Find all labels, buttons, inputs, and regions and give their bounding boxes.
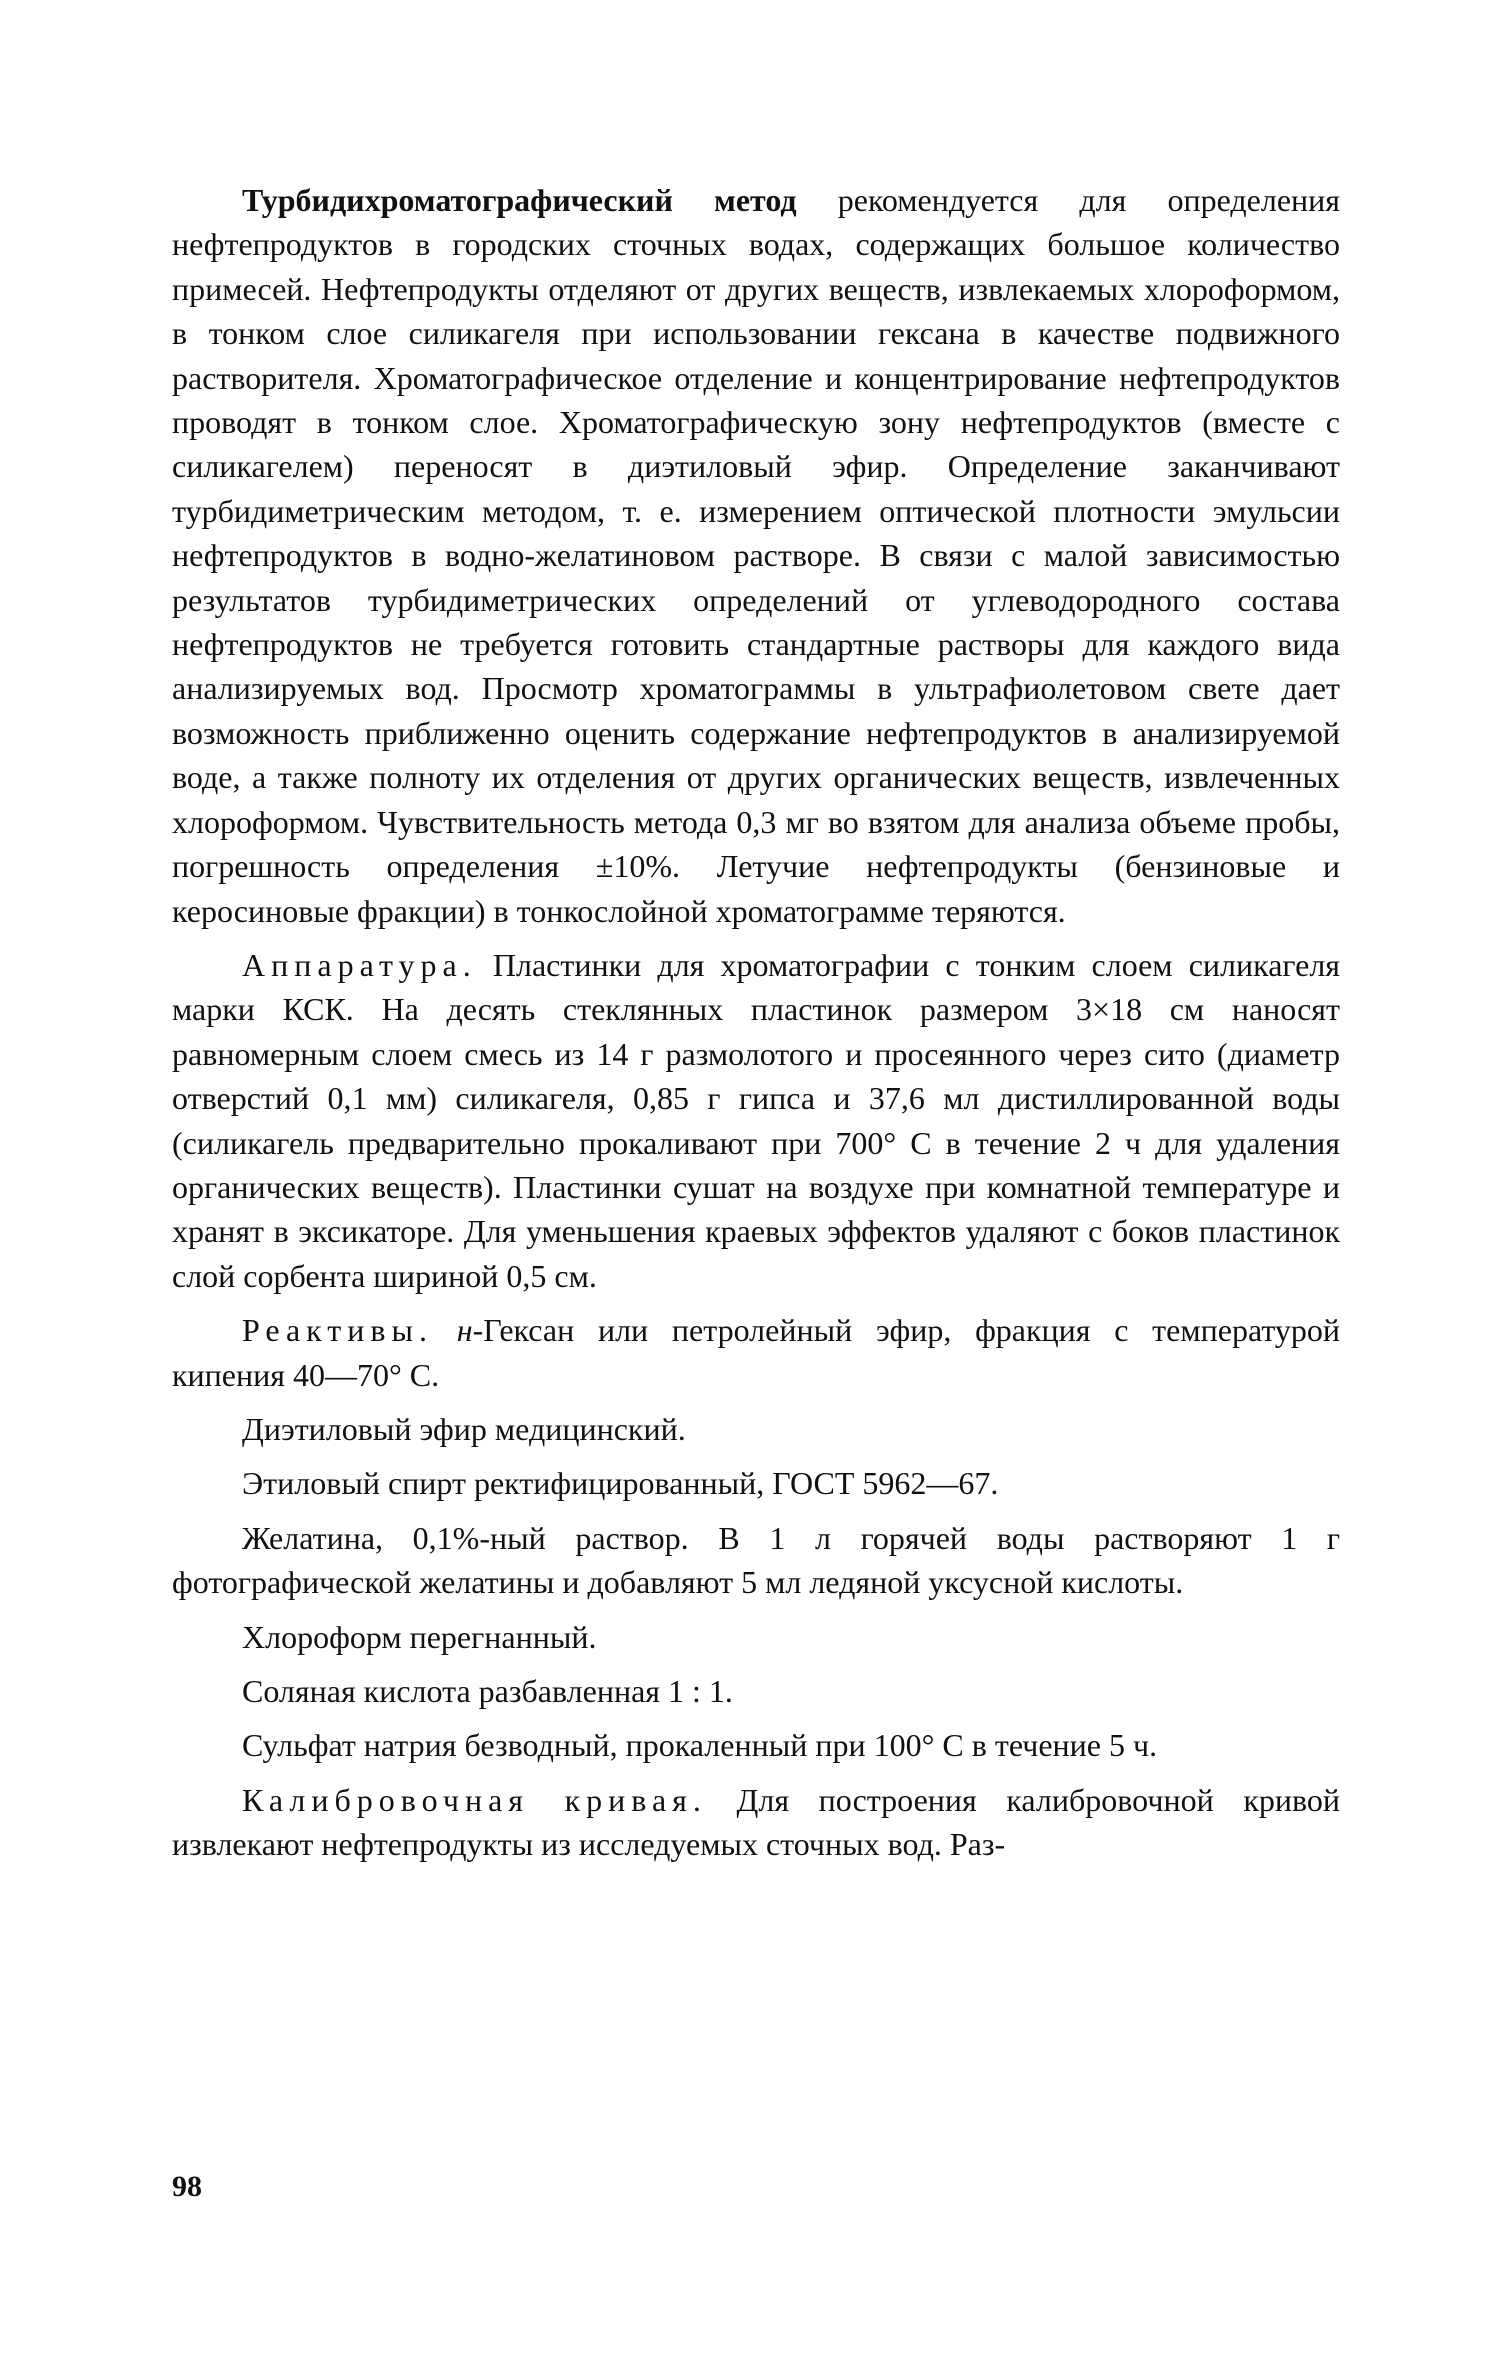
method-title: Турбидихроматографический метод bbox=[242, 182, 797, 218]
paragraph-hydrochloric-acid: Соляная кислота разбавленная 1 : 1. bbox=[242, 1673, 733, 1709]
apparatus-heading: Аппаратура. bbox=[242, 946, 477, 983]
paragraph-method-description bbox=[172, 178, 1340, 933]
paragraph-reagents bbox=[172, 1308, 1340, 1397]
reagents-italic-n: н bbox=[433, 1312, 473, 1349]
page-body bbox=[172, 178, 1340, 1867]
reagents-heading: Реактивы. bbox=[242, 1312, 434, 1349]
paragraph-gelatin: Желатина, 0,1%-ный раствор. В 1 л горячей воды растворяют 1 г фотографической желатины и добавляют 5 мл ледяной уксусной кислоты. bbox=[172, 1519, 1340, 1601]
page-number: 98 bbox=[172, 2170, 202, 2203]
paragraph-apparatus bbox=[172, 943, 1340, 1298]
paragraph-chloroform: Хлороформ перегнанный. bbox=[242, 1618, 597, 1655]
paragraph-diethyl-ether: Диэтиловый эфир медицинский. bbox=[242, 1410, 686, 1447]
apparatus-text: Пластинки для хроматографии с тонким слоем силикагеля марки КСК. На десять стеклянных пластинок размером 3×18 см наносят равномерным слоем смесь из 14 г размолотого и просеянного через сито (диаметр отверстий 0,1 мм) силикагеля, 0,85 г гипса и 37,6 мл дистиллированной воды (силикагель предварительно прокаливают при 700° С в течение 2 ч для удаления органических веществ). Пластинки сушат на воздухе при комнатной температуре и хранят в эксикаторе. Для уменьшения краевых эффектов удаляют с боков пластинок слой сорбента шириной 0,5 см. bbox=[172, 946, 1340, 1294]
paragraph-ethyl-alcohol: Этиловый спирт ректифицированный, ГОСТ 5962—67. bbox=[242, 1465, 999, 1502]
method-text: рекомендуется для определения нефтепродуктов в городских сточных водах, содержащих большое количество примесей. Нефтепродукты отделяют от других веществ, извлекаемых хлороформом, в тонком слое силикагеля при использовании гексана в качестве подвижного растворителя. Хроматографическое отделение и концентрирование нефтепродуктов проводят в тонком слое. Хроматографическую зону нефтепродуктов (вместе с силикагелем) переносят в диэтиловый эфир. Определение заканчивают турбидиметрическим методом, т. е. измерением оптической плотности эмульсии нефтепродуктов в водно-желатиновом растворе. В связи с малой зависимостью результатов турбидиметрических определений от углеводородного состава нефтепродуктов не требуется готовить стандартные растворы для каждого вида анализируемых вод. Просмотр хроматограммы в ультрафиолетовом свете дает возможность приближенно оценить содержание нефтепродуктов в анализируемой воде, а также полноту их отделения от других органических веществ, извлеченных хлороформом. Чувствительность метода 0,3 мг во взятом для анализа объеме пробы, погрешность определения ±10%. Летучие нефтепродукты (бензиновые и керосиновые фракции) в тонкослойной хроматограмме теряются. bbox=[172, 182, 1341, 929]
paragraph-calibration-curve bbox=[172, 1778, 1340, 1867]
paragraph-sodium-sulfate: Сульфат натрия безводный, прокаленный при 100° С в течение 5 ч. bbox=[242, 1727, 1158, 1764]
calibration-heading: Калибровочная кривая. bbox=[242, 1781, 707, 1818]
reagents-text: -Гексан или петролейный эфир, фракция с температурой кипения 40—70° С. bbox=[172, 1312, 1341, 1393]
calibration-text: Для построения калибровочной кривой извлекают нефтепродукты из исследуемых сточных вод. Раз- bbox=[172, 1781, 1341, 1863]
